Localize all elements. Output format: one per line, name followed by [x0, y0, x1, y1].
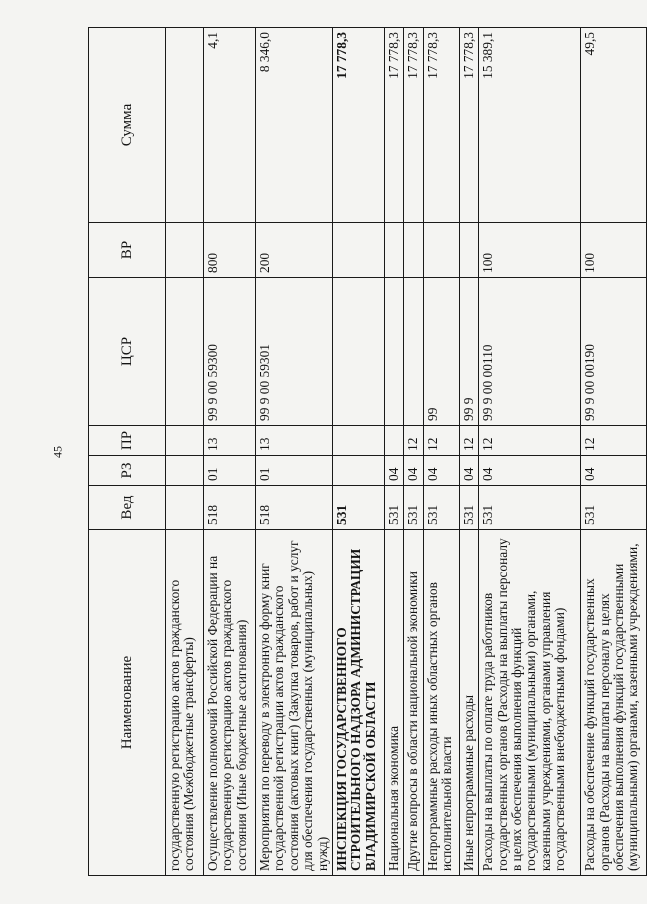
header-pr: ПР — [89, 426, 166, 456]
table-row — [333, 28, 385, 876]
row-rz: 01 — [204, 456, 256, 486]
row-rz: 04 — [479, 456, 581, 486]
table-row — [459, 28, 478, 876]
row-ved — [166, 486, 204, 530]
row-csr — [404, 278, 423, 426]
row-csr: 99 9 00 00190 — [581, 278, 647, 426]
row-sum: 17 778,3 — [404, 28, 423, 223]
row-vr: 200 — [256, 223, 333, 278]
header-rz: РЗ — [89, 456, 166, 486]
header-name: Наименование — [89, 530, 166, 876]
row-name: Непрограммные расходы иных областных органов исполнительной власти — [423, 530, 459, 876]
table-row — [256, 28, 333, 876]
row-pr — [166, 426, 204, 456]
row-sum: 17 778,3 — [333, 28, 385, 223]
row-sum: 17 778,3 — [459, 28, 478, 223]
row-vr: 800 — [204, 223, 256, 278]
row-pr: 12 — [479, 426, 581, 456]
table-header-row — [89, 28, 166, 876]
row-rz: 04 — [385, 456, 404, 486]
header-ved: Вед — [89, 486, 166, 530]
header-csr: ЦСР — [89, 278, 166, 426]
row-name: ИНСПЕКЦИЯ ГОСУДАРСТВЕННОГО СТРОИТЕЛЬНОГО НАДЗОРА АДМИНИСТРАЦИИ ВЛАДИМИРСКОЙ ОБЛАСТИ — [333, 530, 385, 876]
row-pr — [333, 426, 385, 456]
row-csr: 99 9 00 59301 — [256, 278, 333, 426]
row-sum: 8 346,0 — [256, 28, 333, 223]
row-vr — [459, 223, 478, 278]
table-row — [404, 28, 423, 876]
row-sum: 4,1 — [204, 28, 256, 223]
row-pr: 13 — [204, 426, 256, 456]
page-number: 45 — [50, 446, 65, 458]
row-pr — [385, 426, 404, 456]
row-pr: 13 — [256, 426, 333, 456]
row-rz: 04 — [423, 456, 459, 486]
row-pr: 12 — [404, 426, 423, 456]
row-rz: 04 — [404, 456, 423, 486]
row-pr: 12 — [581, 426, 647, 456]
row-vr: 100 — [581, 223, 647, 278]
row-rz: 04 — [459, 456, 478, 486]
table-row — [581, 28, 647, 876]
table-row — [204, 28, 256, 876]
table-row — [479, 28, 581, 876]
row-name: Национальная экономика — [385, 530, 404, 876]
table-row — [385, 28, 404, 876]
row-vr: 100 — [479, 223, 581, 278]
row-vr — [404, 223, 423, 278]
row-sum: 15 389,1 — [479, 28, 581, 223]
row-name: Другие вопросы в области национальной экономики — [404, 530, 423, 876]
row-ved: 531 — [459, 486, 478, 530]
row-name: государственную регистрацию актов гражданского состояния (Межбюджетные трансферты) — [166, 530, 204, 876]
row-vr — [166, 223, 204, 278]
table-row — [166, 28, 204, 876]
row-csr: 99 9 — [459, 278, 478, 426]
row-rz: 04 — [581, 456, 647, 486]
row-csr: 99 9 00 00110 — [479, 278, 581, 426]
row-pr: 12 — [459, 426, 478, 456]
row-csr — [385, 278, 404, 426]
row-sum: 17 778,3 — [423, 28, 459, 223]
row-ved: 531 — [479, 486, 581, 530]
row-vr — [385, 223, 404, 278]
row-ved: 531 — [333, 486, 385, 530]
budget-table-rotated — [88, 28, 641, 876]
budget-table — [88, 27, 647, 876]
row-vr — [423, 223, 459, 278]
row-csr: 99 — [423, 278, 459, 426]
row-name: Иные непрограммные расходы — [459, 530, 478, 876]
row-name: Мероприятия по переводу в электронную форму книг государственной регистрации актов гражданского состояния (актовых книг) (Закупка товаров, работ и услуг для обеспечения государственных (муниципальных) нужд) — [256, 530, 333, 876]
header-vr: ВР — [89, 223, 166, 278]
table-row — [423, 28, 459, 876]
row-name: Расходы на обеспечение функций государственных органов (Расходы на выплаты персоналу в целях обеспечения выполнения функций государственными (муниципальными) органами, казенными учреждениями, — [581, 530, 647, 876]
row-csr: 99 9 00 59300 — [204, 278, 256, 426]
header-sum: Сумма — [89, 28, 166, 223]
row-ved: 531 — [423, 486, 459, 530]
row-ved: 531 — [581, 486, 647, 530]
row-name: Осуществление полномочий Российской Федерации на государственную регистрацию актов гражданского состояния (Иные бюджетные ассигнования) — [204, 530, 256, 876]
row-sum: 49,5 — [581, 28, 647, 223]
row-vr — [333, 223, 385, 278]
row-csr — [166, 278, 204, 426]
row-ved: 518 — [256, 486, 333, 530]
row-sum — [166, 28, 204, 223]
row-sum: 17 778,3 — [385, 28, 404, 223]
row-rz — [333, 456, 385, 486]
row-csr — [333, 278, 385, 426]
row-rz: 01 — [256, 456, 333, 486]
row-name: Расходы на выплаты по оплате труда работников государственных органов (Расходы на выплаты персоналу в целях обеспечения выполнения функций государственными (муниципальными) органами, казенными учреждениями, органами управления государственными внебюджетными фондами) — [479, 530, 581, 876]
row-ved: 531 — [385, 486, 404, 530]
row-rz — [166, 456, 204, 486]
row-pr: 12 — [423, 426, 459, 456]
row-ved: 531 — [404, 486, 423, 530]
row-ved: 518 — [204, 486, 256, 530]
